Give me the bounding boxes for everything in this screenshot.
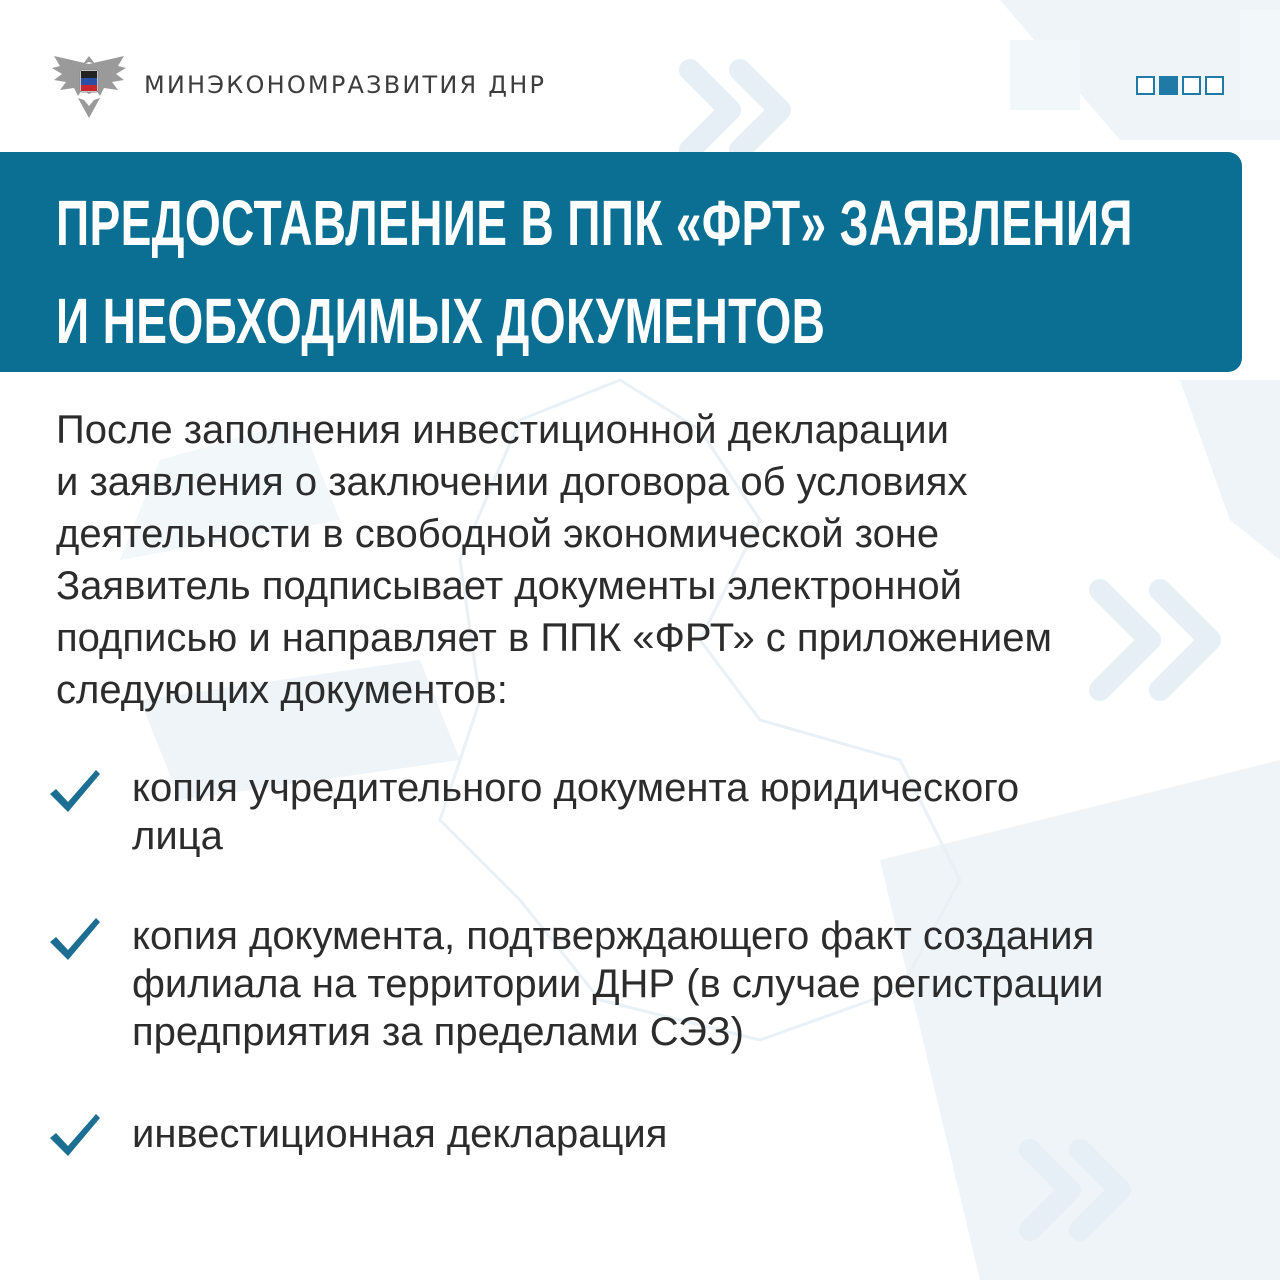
intro-line: следующих документов: xyxy=(56,668,508,712)
pager-square-1 xyxy=(1136,76,1155,95)
checklist-item-line: копия учредительного документа юридического xyxy=(132,766,1020,810)
intro-line: и заявления о заключении договора об условиях xyxy=(56,460,968,504)
checkmark-icon xyxy=(48,916,102,962)
checklist-item-line: инвестиционная декларация xyxy=(132,1112,668,1156)
intro-paragraph xyxy=(56,404,1236,716)
pager-square-4 xyxy=(1205,76,1224,95)
checklist-item-line: предприятия за пределами СЭЗ) xyxy=(132,1010,744,1054)
intro-line: деятельности в свободной экономической зоне xyxy=(56,512,940,556)
pager-square-2-active xyxy=(1159,76,1178,95)
intro-line: После заполнения инвестиционной декларации xyxy=(56,408,949,452)
coat-of-arms-icon xyxy=(48,50,130,120)
checkmark-icon xyxy=(48,1112,102,1158)
slide-pager xyxy=(1136,76,1224,95)
checklist-item-line: лица xyxy=(132,814,223,858)
title-line-2: И НЕОБХОДИМЫХ ДОКУМЕНТОВ xyxy=(56,285,826,357)
org-name: МИНЭКОНОМРАЗВИТИЯ ДНР xyxy=(144,71,547,99)
intro-line: подписью и направляет в ППК «ФРТ» с приложением xyxy=(56,616,1052,660)
header xyxy=(48,50,546,120)
checklist-item-line: копия документа, подтверждающего факт создания xyxy=(132,914,1095,958)
title-line-1: ПРЕДОСТАВЛЕНИЕ В ППК «ФРТ» ЗАЯВЛЕНИЯ xyxy=(56,187,1133,259)
checklist-item-line: филиала на территории ДНР (в случае регистрации xyxy=(132,962,1104,1006)
pager-square-3 xyxy=(1182,76,1201,95)
intro-line: Заявитель подписывает документы электронной xyxy=(56,564,963,608)
checkmark-icon xyxy=(48,768,102,814)
title-band xyxy=(0,152,1242,372)
